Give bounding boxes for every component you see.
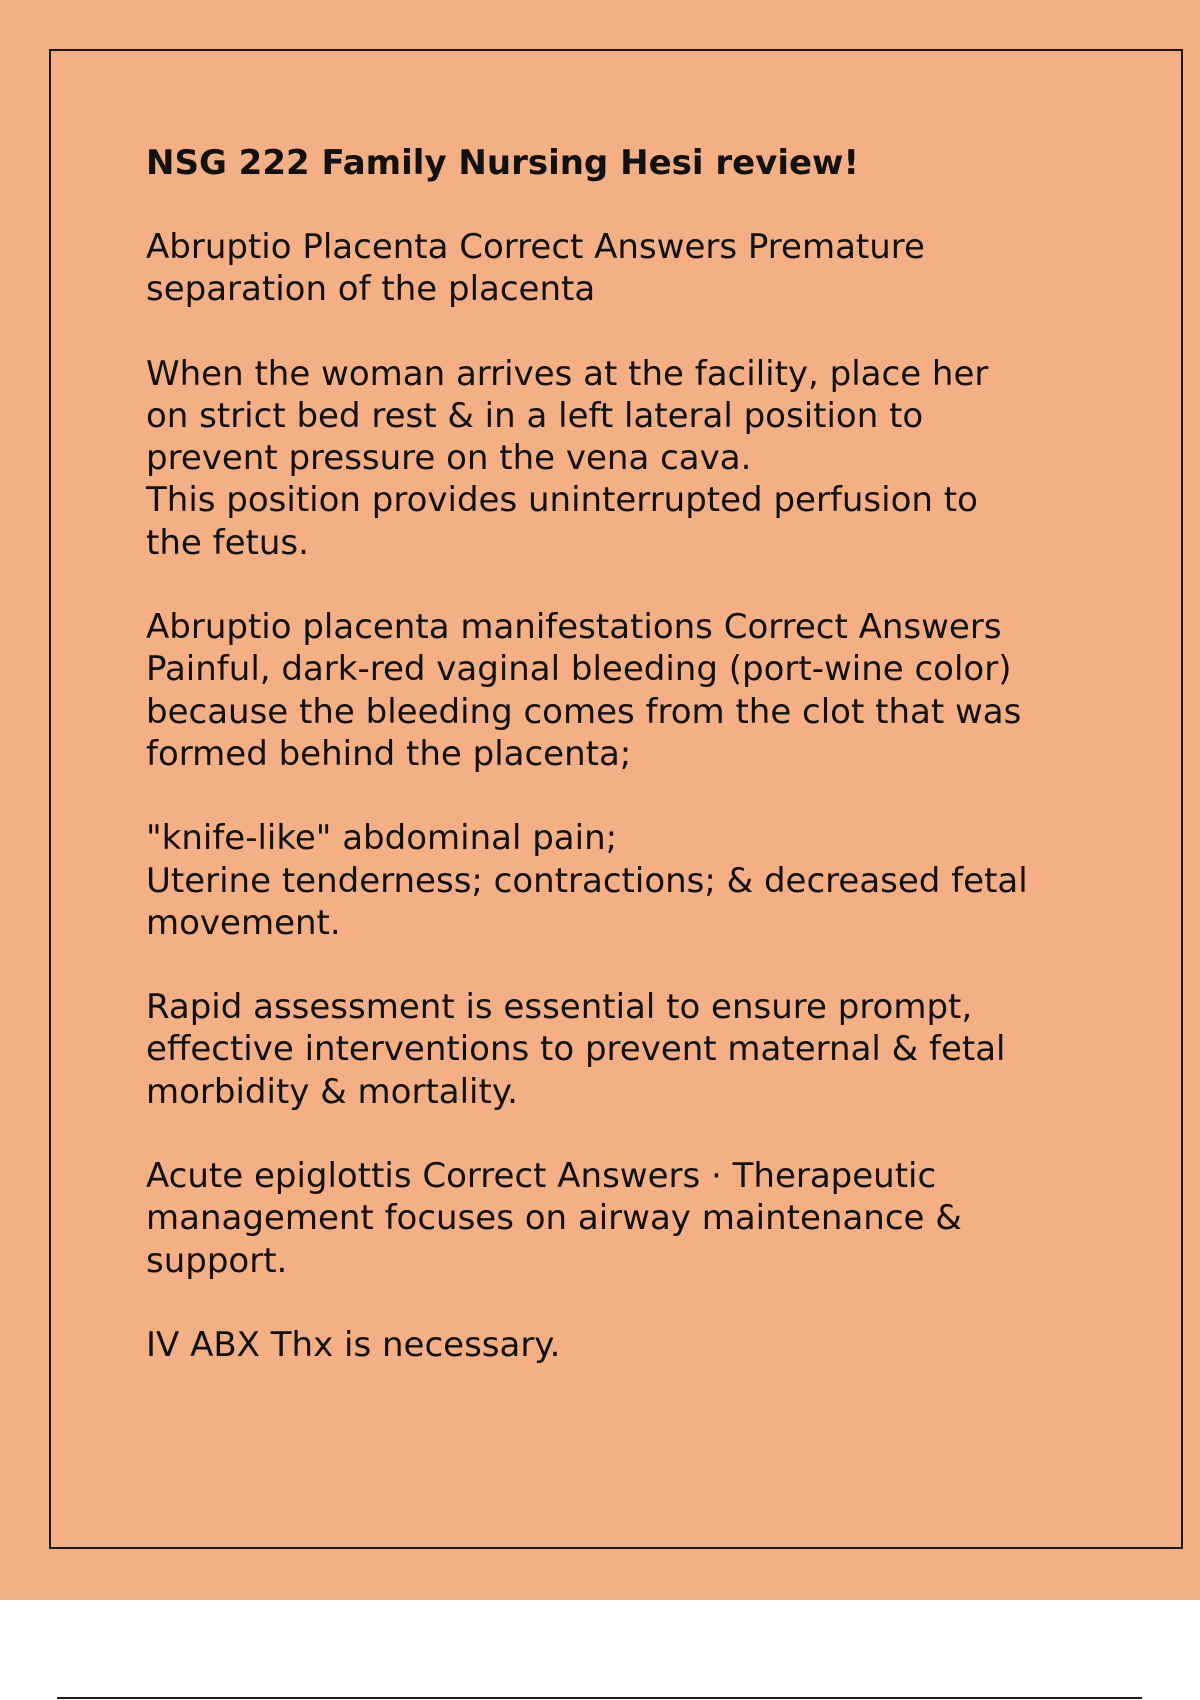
paragraph-bed-rest: When the woman arrives at the facility, place her on strict bed rest & in a left lateral position to prevent pressure on the vena cava. This position provides uninterrupted perfusion to the fetus.: [146, 353, 989, 563]
document-content: [146, 142, 1106, 1408]
document-title: NSG 222 Family Nursing Hesi review!: [146, 143, 859, 183]
paragraph-abruptio-definition: Abruptio Placenta Correct Answers Premature separation of the placenta: [146, 227, 925, 310]
paragraph-pain: "knife-like" abdominal pain; Uterine tenderness; contractions; & decreased fetal movement.: [146, 818, 1028, 943]
footer-divider: [57, 1697, 1142, 1699]
paragraph-rapid-assessment: Rapid assessment is essential to ensure prompt, effective interventions to prevent maternal & fetal morbidity & mortality.: [146, 987, 1006, 1112]
paragraph-iv-abx: IV ABX Thx is necessary.: [146, 1324, 561, 1365]
paragraph-acute-epiglottis: Acute epiglottis Correct Answers · Therapeutic management focuses on airway maintenance & support.: [146, 1156, 962, 1281]
paragraph-manifestations: Abruptio placenta manifestations Correct Answers Painful, dark-red vaginal bleeding (port-wine color) because the bleeding comes from the clot that was formed behind the placenta;: [146, 607, 1022, 774]
